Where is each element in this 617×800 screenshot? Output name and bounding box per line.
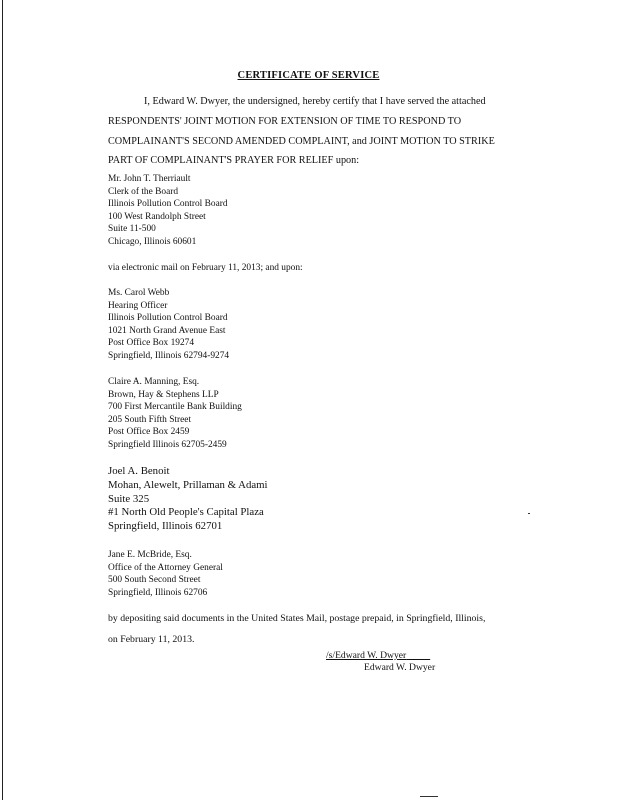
address-line: Brown, Hay & Stephens LLP (108, 389, 219, 400)
address-line: Jane E. McBride, Esq. (108, 550, 192, 560)
closing-line-1: by depositing said documents in the United States Mail, postage prepaid, in Springfield, Illinois, (108, 613, 486, 624)
address-line: Office of the Attorney General (108, 562, 223, 573)
address-line: Post Office Box 19274 (108, 338, 195, 349)
address-line: 100 West Randolph Street (108, 211, 206, 222)
address-line: Chicago, Illinois 60601 (108, 236, 197, 247)
address-line: 500 South Second Street (108, 575, 201, 586)
address-line: Mr. John T. Therriault (108, 174, 191, 184)
address-line: Illinois Pollution Control Board (108, 199, 228, 210)
scan-edge-line (2, 0, 3, 800)
address-line: Hearing Officer (108, 300, 168, 311)
body-line-3: COMPLAINANT'S SECOND AMENDED COMPLAINT, and JOINT MOTION TO STRIKE (108, 136, 495, 147)
closing-line-2: on February 11, 2013. (108, 634, 195, 645)
address-line: Springfield, Illinois 62701 (108, 520, 223, 533)
electronic-signature: /s/Edward W. Dwyer (326, 650, 407, 661)
address-line: Springfield Illinois 62705-2459 (108, 439, 227, 450)
address-line: Springfield, Illinois 62706 (108, 587, 208, 598)
address-line: Clerk of the Board (108, 186, 179, 197)
address-block-clerk (108, 173, 228, 249)
address-block-mcbride (108, 549, 223, 599)
address-line: Joel A. Benoit (108, 465, 170, 477)
address-block-hearing-officer (108, 287, 229, 363)
signature-line (326, 650, 430, 661)
body-line-4: PART OF COMPLAINANT'S PRAYER FOR RELIEF upon: (108, 155, 360, 166)
address-line: Springfield, Illinois 62794-9274 (108, 350, 230, 361)
address-line: Mohan, Alewelt, Prillaman & Adami (108, 478, 268, 491)
address-block-manning (108, 376, 242, 452)
address-line: Suite 325 (108, 492, 150, 505)
body-line-1: I, Edward W. Dwyer, the undersigned, hereby certify that I have served the attached (144, 96, 486, 107)
address-block-benoit (108, 465, 268, 534)
address-line: Ms. Carol Webb (108, 288, 170, 298)
address-line: Post Office Box 2459 (108, 427, 190, 438)
address-line: Suite 11-500 (108, 224, 156, 235)
via-electronic-mail-line: via electronic mail on February 11, 2013; and upon: (108, 263, 303, 273)
scan-speck (420, 796, 438, 797)
certificate-title: CERTIFICATE OF SERVICE (237, 70, 380, 81)
signatory-name: Edward W. Dwyer (364, 662, 436, 673)
address-line: 1021 North Grand Avenue East (108, 325, 226, 336)
address-line: #1 North Old People's Capital Plaza (108, 506, 264, 519)
address-line: Illinois Pollution Control Board (108, 313, 228, 324)
scan-speck (528, 513, 530, 514)
address-line: 205 South Fifth Street (108, 414, 192, 425)
address-line: Claire A. Manning, Esq. (108, 377, 200, 387)
address-line: 700 First Mercantile Bank Building (108, 402, 242, 413)
body-line-2: RESPONDENTS' JOINT MOTION FOR EXTENSION OF TIME TO RESPOND TO (108, 116, 462, 127)
